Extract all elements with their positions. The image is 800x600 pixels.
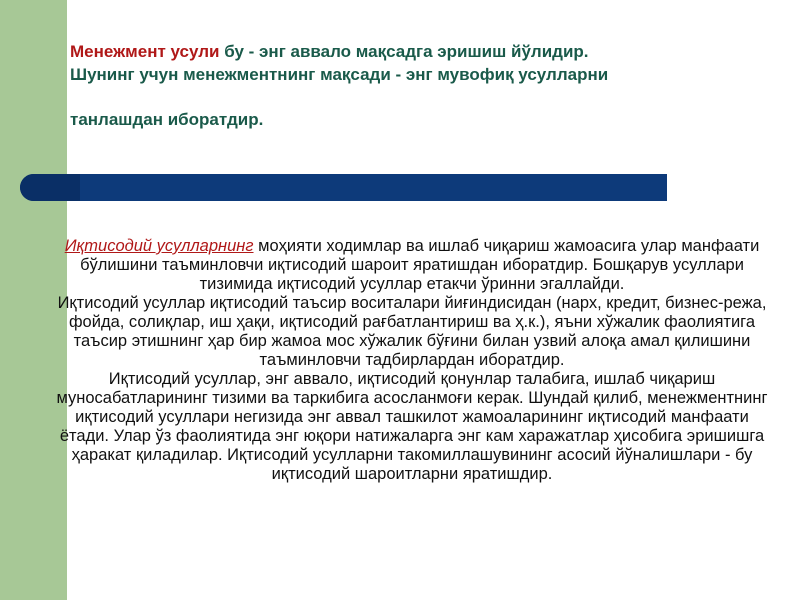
title-line-1-rest: бу - энг аввало мақсадга эришиш йўлидир. (219, 42, 589, 61)
divider-bar (20, 174, 667, 201)
paragraph-1-emphasis: Иқтисодий усулларнинг (64, 237, 254, 255)
slide-body (52, 237, 772, 484)
title-line-3: танлашдан иборатдир. (70, 110, 264, 129)
title-highlight: Менежмент усули (70, 42, 220, 61)
slide-title (70, 40, 770, 131)
title-line-1 (70, 40, 770, 63)
paragraph-1 (52, 237, 772, 294)
paragraph-1-text: моҳияти ходимлар ва ишлаб чиқариш жамоасига улар манфаати бўлишини таъминловчи иқтисодий шароит яратишдан иборатдир. Бошқарув усуллари тизимида иқтисодий усуллар етакчи ўринни эгаллайди. (80, 237, 760, 293)
paragraph-2: Иқтисодий усуллар иқтисодий таъсир воситалари йиғиндисидан (нарх, кредит, бизнес-режа, фойда, солиқлар, иш ҳақи, иқтисодий рағбатлантириш ва ҳ.к.), яъни хўжалик фаолиятига таъсир этишнинг ҳар бир жамоа мос хўжалик бўғини билан узвий алоқа амал қилишини таъминловчи тадбирлардан иборатдир. (57, 294, 767, 369)
title-line-2: Шунинг учун менежментнинг мақсади - энг мувофиқ усулларни (70, 65, 609, 84)
paragraph-3: Иқтисодий усуллар, энг аввало, иқтисодий қонунлар талабига, ишлаб чиқариш муносабатларининг тизими ва таркибига асосланмоғи керак. Шундай қилиб, менежментнинг иқтисодий усуллари негизида энг аввал ташкилот жамоаларининг иқтисодий манфаати ётади. Улар ўз фаолиятида энг юқори натижаларга энг кам харажатлар ҳисобига эришишга ҳаракат қиладилар. Иқтисодий усулларни такомиллашувининг асосий йўналишлари - бу иқтисодий шароитларни яратишдир. (56, 370, 768, 483)
